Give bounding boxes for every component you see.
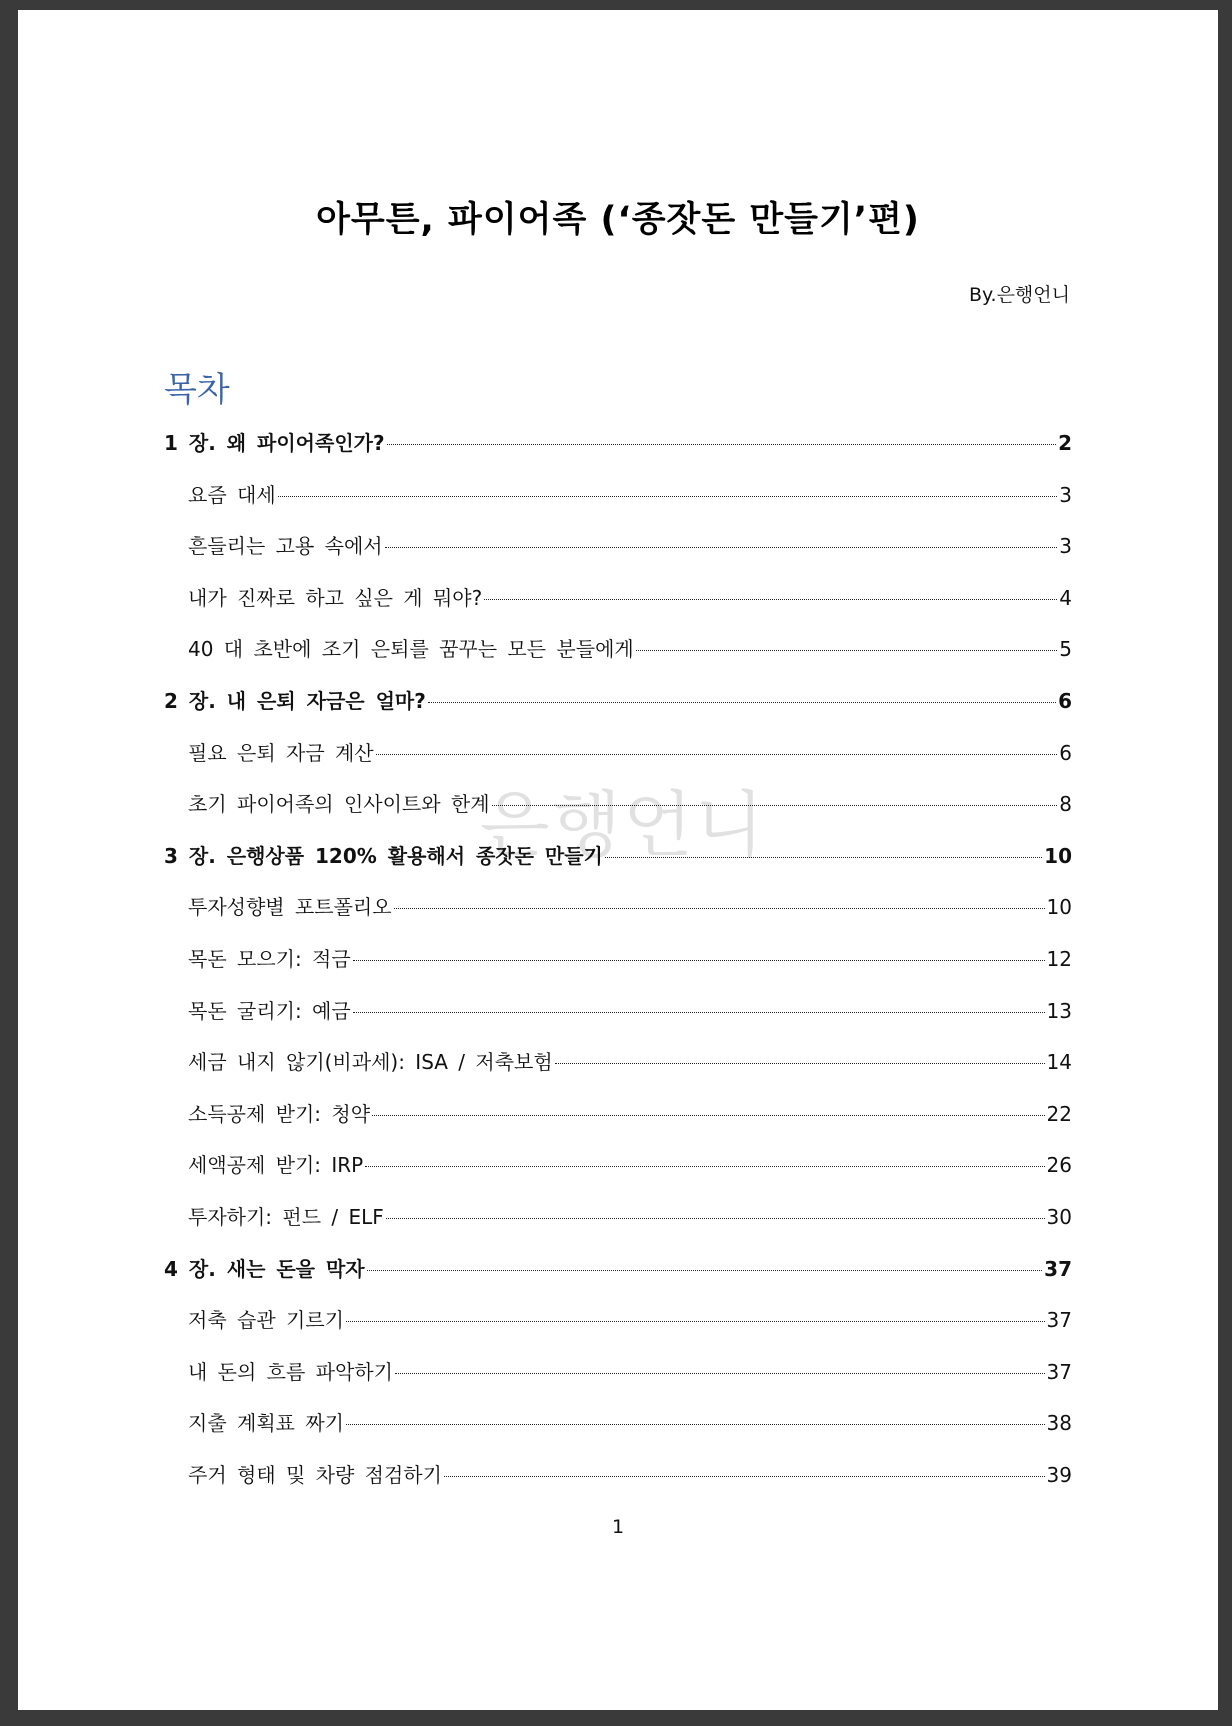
- toc-page-number: 26: [1046, 1153, 1072, 1178]
- table-of-contents: [164, 418, 1072, 1501]
- toc-section[interactable]: [164, 1037, 1072, 1089]
- toc-dot-leader: [346, 1424, 1045, 1425]
- toc-section[interactable]: [164, 1192, 1072, 1244]
- toc-chapter[interactable]: [164, 418, 1072, 470]
- toc-page-number: 5: [1059, 637, 1072, 662]
- toc-entry-text: 투자하기: 펀드 / ELF: [188, 1204, 384, 1229]
- toc-section[interactable]: [164, 573, 1072, 625]
- toc-section[interactable]: [164, 1089, 1072, 1141]
- toc-entry-text: 3 장. 은행상품 120% 활용해서 종잣돈 만들기: [164, 843, 603, 868]
- toc-dot-leader: [492, 805, 1058, 806]
- toc-entry-text: 2 장. 내 은퇴 자금은 얼마?: [164, 688, 426, 713]
- toc-dot-leader: [428, 702, 1056, 703]
- toc-dot-leader: [395, 1373, 1045, 1374]
- toc-section[interactable]: [164, 1398, 1072, 1450]
- toc-entry-text: 소득공제 받기: 청약: [188, 1101, 371, 1126]
- page-number: 1: [611, 1516, 625, 1538]
- toc-chapter[interactable]: [164, 676, 1072, 728]
- toc-dot-leader: [346, 1321, 1045, 1322]
- toc-section[interactable]: [164, 728, 1072, 780]
- toc-dot-leader: [353, 960, 1045, 961]
- toc-entry-text: 저축 습관 기르기: [188, 1308, 344, 1333]
- toc-section[interactable]: [164, 470, 1072, 522]
- toc-heading: 목차: [164, 370, 230, 410]
- toc-entry-text: 내 돈의 흐름 파악하기: [188, 1359, 393, 1384]
- toc-page-number: 3: [1059, 482, 1072, 507]
- toc-entry-text: 목돈 모으기: 적금: [188, 946, 351, 971]
- toc-dot-leader: [278, 496, 1058, 497]
- document-title: 아무튼, 파이어족 (‘종잣돈 만들기’편): [316, 200, 920, 240]
- toc-entry-text: 투자성향별 포트폴리오: [188, 895, 392, 920]
- toc-chapter[interactable]: [164, 831, 1072, 883]
- toc-entry-text: 흔들리는 고용 속에서: [188, 534, 383, 559]
- toc-page-number: 38: [1046, 1411, 1072, 1436]
- toc-section[interactable]: [164, 1450, 1072, 1502]
- toc-section[interactable]: [164, 779, 1072, 831]
- toc-entry-text: 4 장. 새는 돈을 막자: [164, 1256, 365, 1281]
- toc-dot-leader: [444, 1476, 1045, 1477]
- toc-page-number: 6: [1059, 740, 1072, 765]
- toc-dot-leader: [365, 1166, 1044, 1167]
- toc-page-number: 10: [1044, 843, 1072, 868]
- toc-page-number: 37: [1046, 1359, 1072, 1384]
- toc-dot-leader: [353, 1012, 1045, 1013]
- toc-page-number: 22: [1046, 1101, 1072, 1126]
- toc-section[interactable]: [164, 934, 1072, 986]
- toc-section[interactable]: [164, 882, 1072, 934]
- toc-entry-text: 목돈 굴리기: 예금: [188, 998, 351, 1023]
- toc-page-number: 30: [1046, 1204, 1072, 1229]
- toc-page-number: 37: [1046, 1308, 1072, 1333]
- toc-entry-text: 주거 형태 및 차량 점검하기: [188, 1462, 442, 1487]
- toc-page-number: 13: [1046, 998, 1072, 1023]
- toc-page-number: 10: [1046, 895, 1072, 920]
- toc-entry-text: 필요 은퇴 자금 계산: [188, 740, 374, 765]
- toc-page-number: 3: [1059, 534, 1072, 559]
- toc-entry-text: 40 대 초반에 조기 은퇴를 꿈꾸는 모든 분들에게: [188, 637, 634, 662]
- toc-page-number: 39: [1046, 1462, 1072, 1487]
- toc-section[interactable]: [164, 624, 1072, 676]
- toc-dot-leader: [605, 857, 1042, 858]
- watermark-text: 은행언니: [480, 783, 767, 867]
- toc-dot-leader: [484, 599, 1057, 600]
- toc-page-number: 6: [1058, 688, 1072, 713]
- toc-section[interactable]: [164, 1295, 1072, 1347]
- toc-dot-leader: [376, 754, 1058, 755]
- toc-page-number: 2: [1058, 431, 1072, 455]
- toc-page-number: 14: [1046, 1050, 1072, 1075]
- toc-dot-leader: [394, 908, 1045, 909]
- toc-section[interactable]: [164, 1140, 1072, 1192]
- toc-dot-leader: [386, 1218, 1045, 1219]
- toc-entry-text: 세금 내지 않기(비과세): ISA / 저축보험: [188, 1050, 553, 1075]
- toc-dot-leader: [636, 650, 1058, 651]
- toc-entry-text: 초기 파이어족의 인사이트와 한계: [188, 792, 490, 817]
- toc-entry-text: 1 장. 왜 파이어족인가?: [164, 431, 385, 455]
- toc-page-number: 4: [1059, 585, 1072, 610]
- toc-entry-text: 내가 진짜로 하고 싶은 게 뭐야?: [188, 585, 483, 610]
- toc-page-number: 8: [1059, 792, 1072, 817]
- toc-section[interactable]: [164, 986, 1072, 1038]
- toc-entry-text: 요즘 대세: [188, 482, 276, 507]
- toc-entry-text: 세액공제 받기: IRP: [188, 1153, 364, 1178]
- toc-dot-leader: [367, 1270, 1043, 1271]
- toc-dot-leader: [372, 1115, 1045, 1116]
- toc-dot-leader: [387, 444, 1057, 445]
- toc-chapter[interactable]: [164, 1244, 1072, 1296]
- document-page: [18, 10, 1218, 1710]
- toc-page-number: 12: [1046, 946, 1072, 971]
- toc-section[interactable]: [164, 1347, 1072, 1399]
- toc-dot-leader: [555, 1063, 1045, 1064]
- toc-section[interactable]: [164, 521, 1072, 573]
- toc-page-number: 37: [1044, 1256, 1072, 1281]
- toc-dot-leader: [385, 547, 1058, 548]
- document-author: By.은행언니: [968, 284, 1070, 306]
- toc-entry-text: 지출 계획표 짜기: [188, 1411, 344, 1436]
